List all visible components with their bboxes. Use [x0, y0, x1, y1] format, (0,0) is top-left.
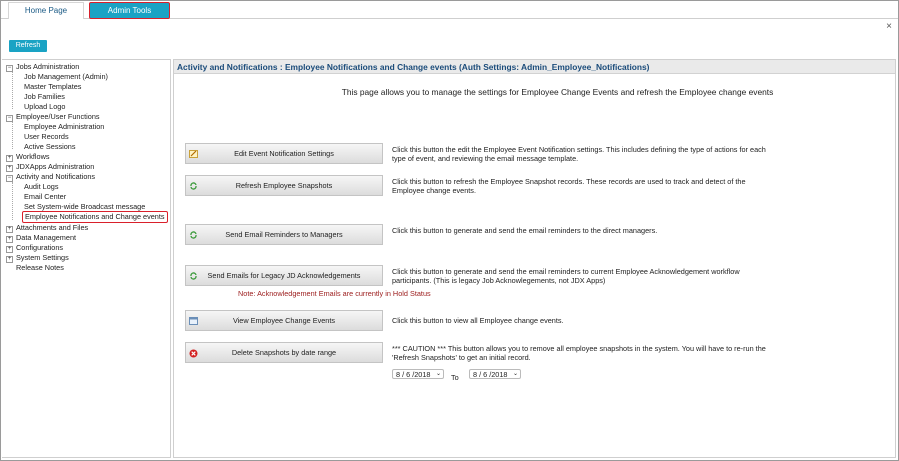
page-intro: This page allows you to manage the settings for Employee Change Events and refresh the Employee change events: [341, 87, 774, 97]
top-tab-bar: [1, 1, 898, 19]
tree-item-email-center[interactable]: Email Center: [24, 192, 67, 201]
delete-snapshots-description: *** CAUTION *** This button allows you to remove all employee snapshots in the system. You will have to re-run the 'Refresh Snapshots' to get an initial record.: [392, 344, 766, 362]
tree-item-audit-logs[interactable]: Audit Logs: [24, 182, 59, 191]
button-label: Delete Snapshots by date range: [231, 348, 337, 357]
refresh-button[interactable]: Refresh: [9, 40, 47, 52]
tree-item-user-records[interactable]: User Records: [24, 132, 69, 141]
expand-icon[interactable]: +: [7, 155, 12, 161]
tree-item-data-management[interactable]: [6, 233, 76, 243]
admin-nav-tree: [2, 59, 171, 458]
send-reminders-description: Click this button to generate and send the email reminders to the direct managers.: [392, 226, 658, 235]
tree-label: JDXApps Administration: [16, 162, 95, 171]
refresh-icon: [189, 182, 198, 190]
tree-item-activity-notifications[interactable]: [6, 172, 95, 182]
delete-icon: [189, 349, 198, 357]
tree-item-broadcast-message[interactable]: Set System-wide Broadcast message: [24, 202, 146, 211]
date-to-value: 8 / 6 /2018: [473, 370, 508, 379]
collapse-icon[interactable]: −: [7, 115, 12, 121]
tree-label: Workflows: [16, 152, 50, 161]
send-email-reminders-button[interactable]: [185, 224, 383, 245]
expand-icon[interactable]: +: [7, 165, 12, 171]
edit-icon: [189, 150, 198, 158]
tree-item-active-sessions[interactable]: Active Sessions: [24, 142, 76, 151]
expand-icon[interactable]: +: [7, 256, 12, 262]
tree-label: Activity and Notifications: [16, 172, 96, 181]
button-label: View Employee Change Events: [232, 316, 336, 325]
chevron-down-icon[interactable]: ⌄: [435, 371, 441, 377]
tree-item-configurations[interactable]: [6, 243, 63, 253]
tree-label: Data Management: [16, 233, 77, 242]
tree-item-release-notes[interactable]: Release Notes: [16, 263, 64, 272]
tab-home-page[interactable]: Home Page: [8, 2, 84, 19]
tree-label: Configurations: [16, 243, 64, 252]
tree-item-system-settings[interactable]: [6, 253, 69, 263]
refresh-icon: [189, 272, 198, 280]
button-label: Refresh Employee Snapshots: [235, 181, 333, 190]
button-label: Edit Event Notification Settings: [234, 149, 334, 158]
view-employee-change-events-button[interactable]: [185, 310, 383, 331]
refresh-employee-snapshots-button[interactable]: [185, 175, 383, 196]
date-from-value: 8 / 6 /2018: [396, 370, 431, 379]
expand-icon[interactable]: +: [7, 226, 12, 232]
tree-item-employee-user-functions[interactable]: [6, 112, 100, 122]
tree-item-upload-logo[interactable]: Upload Logo: [24, 102, 66, 111]
collapse-icon[interactable]: −: [7, 175, 12, 181]
date-range-to-label: To: [451, 373, 459, 382]
tree-item-job-families[interactable]: Job Families: [24, 92, 65, 101]
page-title: Activity and Notifications : Employee Notifications and Change events (Auth Settings: Admin_Employee_Notifications): [174, 60, 895, 74]
tree-connector: [12, 71, 13, 109]
refresh-icon: [189, 231, 198, 239]
delete-snapshots-button[interactable]: [185, 342, 383, 363]
tree-item-master-templates[interactable]: Master Templates: [24, 82, 82, 91]
hold-status-note: Note: Acknowledgement Emails are currently in Hold Status: [238, 289, 431, 298]
window-icon: [189, 317, 198, 325]
tree-label: Jobs Administration: [16, 62, 80, 71]
edit-settings-description: Click this button the edit the Employee Event Notification settings. This includes defining the type of actions for each type of event, and reviewing the email message template.: [392, 145, 766, 163]
expand-icon[interactable]: +: [7, 246, 12, 252]
chevron-down-icon[interactable]: ⌄: [512, 371, 518, 377]
tree-item-employee-notifications[interactable]: Employee Notifications and Change events: [22, 211, 168, 223]
tree-item-jdxapps-administration[interactable]: [6, 162, 94, 172]
tree-connector: [12, 182, 13, 220]
tab-admin-tools[interactable]: Admin Tools: [89, 2, 170, 19]
refresh-snapshots-description: Click this button to refresh the Employee Snapshot records. These records are used to track and detect of the Employee change events.: [392, 177, 746, 195]
tree-item-job-management[interactable]: Job Management (Admin): [24, 72, 108, 81]
expand-icon[interactable]: +: [7, 236, 12, 242]
button-label: Send Emails for Legacy JD Acknowledgements: [207, 271, 361, 280]
date-to-picker[interactable]: [469, 369, 521, 379]
tree-item-jobs-administration[interactable]: [6, 62, 79, 72]
tree-connector: [12, 121, 13, 149]
tree-item-attachments-files[interactable]: [6, 223, 88, 233]
send-legacy-jd-acknowledgements-button[interactable]: [185, 265, 383, 286]
tree-label: Attachments and Files: [16, 223, 89, 232]
tree-label: System Settings: [16, 253, 69, 262]
main-panel: [173, 59, 896, 458]
legacy-acknowledgements-description: Click this button to generate and send the email reminders to current Employee Acknowledgement workflow participants. (This is legacy Job Acknowlegements, not JDX Apps): [392, 267, 740, 285]
button-label: Send Email Reminders to Managers: [225, 230, 343, 239]
close-icon[interactable]: ×: [886, 21, 892, 32]
tree-item-employee-administration[interactable]: Employee Administration: [24, 122, 105, 131]
tree-item-workflows[interactable]: [6, 152, 50, 162]
view-events-description: Click this button to view all Employee change events.: [392, 316, 564, 325]
date-from-picker[interactable]: [392, 369, 444, 379]
edit-event-notification-settings-button[interactable]: [185, 143, 383, 164]
tree-label: Employee/User Functions: [16, 112, 100, 121]
collapse-icon[interactable]: −: [7, 65, 12, 71]
